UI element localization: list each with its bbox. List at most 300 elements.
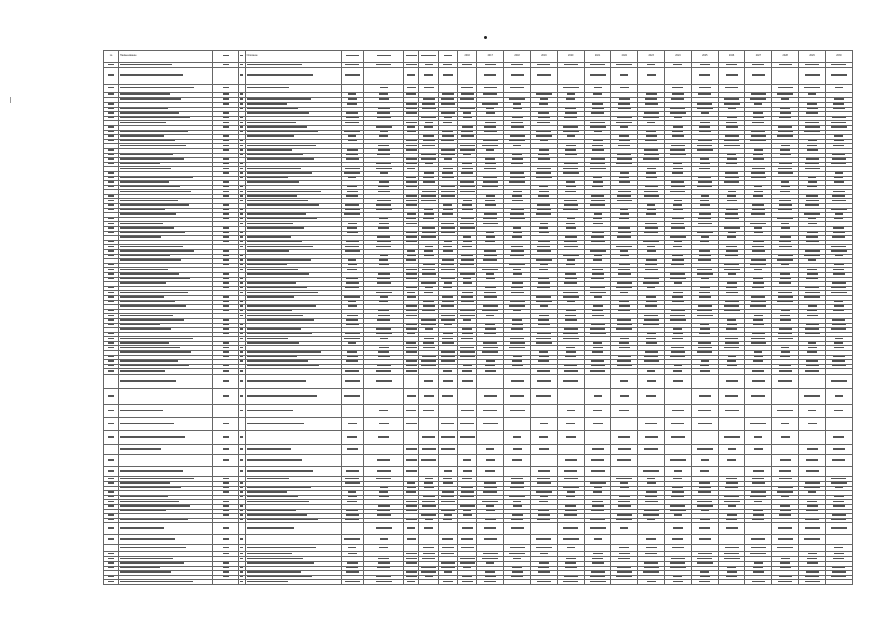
ink-mark xyxy=(108,576,114,577)
ink-mark xyxy=(377,278,390,279)
ink-mark xyxy=(344,338,360,339)
ink-mark xyxy=(240,496,243,497)
ink-mark xyxy=(616,246,632,247)
table-cell xyxy=(584,375,611,389)
ink-mark xyxy=(537,482,551,483)
table-cell xyxy=(772,375,799,389)
ink-mark xyxy=(778,126,792,127)
ink-mark xyxy=(425,576,433,577)
ink-mark xyxy=(833,505,845,506)
ink-mark xyxy=(377,470,391,471)
ink-mark xyxy=(247,527,294,528)
ink-mark xyxy=(805,126,820,127)
ink-mark xyxy=(699,168,710,169)
ink-mark xyxy=(674,514,682,515)
table-cell xyxy=(363,85,404,93)
ink-mark xyxy=(443,519,452,520)
ink-mark xyxy=(247,98,311,99)
ink-mark xyxy=(463,459,471,460)
ink-mark xyxy=(752,287,764,288)
ink-mark xyxy=(539,448,549,449)
ink-mark xyxy=(406,112,417,113)
ink-mark xyxy=(406,64,417,65)
ink-mark xyxy=(421,282,436,283)
ink-mark xyxy=(779,204,792,205)
ink-mark xyxy=(120,448,161,449)
ink-mark xyxy=(485,200,495,201)
ink-mark xyxy=(537,168,551,169)
ink-mark xyxy=(406,491,416,492)
ink-mark xyxy=(754,149,763,150)
ink-mark xyxy=(698,259,711,260)
ink-mark xyxy=(726,287,737,288)
table-cell xyxy=(119,455,213,467)
ink-mark xyxy=(699,296,711,297)
ink-mark xyxy=(751,172,765,173)
ink-mark xyxy=(513,505,522,506)
ink-mark xyxy=(805,292,820,293)
ink-mark xyxy=(670,236,686,237)
table-cell xyxy=(404,545,419,552)
ink-mark xyxy=(406,186,417,187)
ink-mark xyxy=(120,423,174,424)
ink-mark xyxy=(727,571,737,572)
ink-mark xyxy=(462,209,473,210)
ink-mark xyxy=(376,527,392,528)
ink-mark xyxy=(406,108,417,109)
table-cell xyxy=(799,389,826,405)
table-cell xyxy=(799,405,826,418)
ink-mark xyxy=(832,158,846,159)
table-cell xyxy=(611,580,638,585)
ink-mark xyxy=(670,510,686,511)
ink-mark xyxy=(108,347,114,348)
ink-mark xyxy=(460,436,475,437)
ink-mark xyxy=(646,135,657,136)
ink-mark xyxy=(247,259,311,260)
ink-mark xyxy=(345,64,359,65)
ink-mark xyxy=(240,581,243,582)
ink-mark xyxy=(108,356,114,357)
ink-mark xyxy=(406,365,417,366)
ink-mark xyxy=(833,273,845,274)
ink-mark xyxy=(120,482,170,483)
ink-mark xyxy=(645,140,657,141)
ink-mark xyxy=(462,333,473,334)
ink-mark xyxy=(781,423,789,424)
ink-mark xyxy=(644,562,658,563)
ink-mark xyxy=(619,342,629,343)
ink-mark xyxy=(752,333,765,334)
ink-mark xyxy=(564,117,577,118)
ink-mark xyxy=(617,200,632,201)
ink-mark xyxy=(590,576,605,577)
ink-mark xyxy=(833,356,845,357)
ink-mark xyxy=(751,395,765,396)
ink-mark xyxy=(120,269,168,270)
ink-mark xyxy=(345,287,359,288)
ink-mark xyxy=(701,459,709,460)
ink-mark xyxy=(671,423,684,424)
table-cell xyxy=(611,389,638,405)
ink-mark xyxy=(754,448,763,449)
table-row xyxy=(104,523,853,535)
ink-mark xyxy=(753,470,764,471)
ink-mark xyxy=(240,324,243,325)
ink-mark xyxy=(831,527,847,528)
table-cell xyxy=(611,68,638,85)
table-cell xyxy=(363,389,404,405)
ink-mark xyxy=(673,126,683,127)
ink-mark xyxy=(806,510,818,511)
ink-mark xyxy=(441,191,456,192)
table-cell xyxy=(458,85,477,93)
ink-mark xyxy=(833,191,845,192)
ink-mark xyxy=(777,301,793,302)
ink-mark xyxy=(538,278,549,279)
ink-mark xyxy=(486,108,494,109)
ink-mark xyxy=(240,315,243,316)
ink-mark xyxy=(120,186,180,187)
ink-mark xyxy=(223,356,229,357)
ink-mark xyxy=(347,227,357,228)
table-cell xyxy=(119,68,213,85)
ink-mark xyxy=(108,163,114,164)
ink-mark xyxy=(485,122,496,123)
ink-mark xyxy=(442,395,453,396)
ink-mark xyxy=(485,328,496,329)
ink-mark xyxy=(421,567,436,568)
ink-mark xyxy=(108,186,114,187)
ink-mark xyxy=(443,478,452,479)
ink-mark xyxy=(442,338,453,339)
ink-mark xyxy=(421,571,436,572)
ink-mark xyxy=(644,315,658,316)
ink-mark xyxy=(486,232,494,233)
ink-mark xyxy=(223,112,229,113)
table-cell xyxy=(477,445,504,455)
ink-mark xyxy=(348,342,356,343)
ink-mark xyxy=(460,562,475,563)
ink-mark xyxy=(108,135,114,136)
ink-mark xyxy=(441,553,454,554)
ink-mark xyxy=(513,191,522,192)
ink-mark xyxy=(441,562,456,563)
ink-mark xyxy=(223,181,229,182)
ink-mark xyxy=(725,213,738,214)
ink-mark xyxy=(618,103,630,104)
ink-mark xyxy=(645,264,657,265)
ink-mark xyxy=(406,122,417,123)
ink-mark xyxy=(422,501,435,502)
ink-mark xyxy=(807,145,817,146)
ink-mark xyxy=(345,246,359,247)
ink-mark xyxy=(407,292,415,293)
table-cell xyxy=(665,445,692,455)
ink-mark xyxy=(616,478,632,479)
ink-mark xyxy=(120,64,172,65)
table-cell xyxy=(718,535,745,545)
ink-mark xyxy=(120,342,169,343)
table-cell xyxy=(557,431,584,445)
ink-mark xyxy=(698,553,712,554)
ink-mark xyxy=(510,410,525,411)
ink-mark xyxy=(616,287,632,288)
ink-mark xyxy=(463,154,471,155)
ink-mark xyxy=(442,296,453,297)
table-cell xyxy=(477,467,504,477)
ink-mark xyxy=(108,177,114,178)
ink-mark xyxy=(120,131,188,132)
ink-mark xyxy=(379,218,388,219)
ink-mark xyxy=(567,93,575,94)
table-cell: 2021 xyxy=(584,51,611,63)
ink-mark xyxy=(645,305,657,306)
ink-mark xyxy=(486,278,495,279)
ink-mark xyxy=(460,227,475,228)
ink-mark xyxy=(808,347,817,348)
ink-mark xyxy=(346,112,358,113)
ink-mark xyxy=(831,287,846,288)
table-cell xyxy=(477,535,504,545)
ink-mark xyxy=(807,558,817,559)
ink-mark xyxy=(406,351,417,352)
ink-mark xyxy=(347,436,357,437)
ink-mark xyxy=(423,342,434,343)
ink-mark xyxy=(808,342,816,343)
ink-mark xyxy=(751,135,766,136)
ink-mark xyxy=(462,168,473,169)
table-cell xyxy=(419,445,438,455)
table-cell xyxy=(342,375,363,389)
table-cell: 2020 xyxy=(557,51,584,63)
ink-mark xyxy=(565,562,576,563)
ink-mark xyxy=(700,370,710,371)
ink-mark xyxy=(108,273,114,274)
ink-mark xyxy=(223,158,229,159)
ink-mark xyxy=(805,370,819,371)
ink-mark xyxy=(781,264,789,265)
ink-mark xyxy=(247,310,292,311)
ink-mark xyxy=(348,547,356,548)
ink-mark xyxy=(832,459,845,460)
ink-mark xyxy=(120,108,168,109)
ink-mark xyxy=(700,64,710,65)
ink-mark xyxy=(594,255,602,256)
ink-mark xyxy=(752,478,764,479)
ink-mark xyxy=(510,395,524,396)
ink-mark xyxy=(240,108,243,109)
ink-mark xyxy=(754,186,762,187)
ink-mark xyxy=(486,149,494,150)
ink-mark xyxy=(421,200,436,201)
ink-mark xyxy=(377,236,390,237)
ink-mark xyxy=(460,108,475,109)
ink-mark xyxy=(726,519,737,520)
ink-mark xyxy=(537,519,550,520)
ink-mark xyxy=(442,538,453,539)
ink-mark xyxy=(240,333,243,334)
ink-mark xyxy=(592,562,604,563)
ink-mark xyxy=(834,135,843,136)
ink-mark xyxy=(672,538,683,539)
table-cell xyxy=(404,375,419,389)
ink-mark xyxy=(462,292,473,293)
ink-mark xyxy=(831,576,846,577)
ink-mark xyxy=(406,470,417,471)
table-cell xyxy=(342,431,363,445)
ink-mark xyxy=(777,547,793,548)
ink-mark xyxy=(512,195,522,196)
ink-mark xyxy=(512,158,523,159)
ink-mark xyxy=(646,547,657,548)
ink-mark xyxy=(590,519,605,520)
ink-mark xyxy=(247,315,303,316)
table-cell xyxy=(119,545,213,552)
ink-mark xyxy=(831,380,847,381)
ink-mark xyxy=(726,478,737,479)
ink-mark xyxy=(240,218,243,219)
table-cell xyxy=(638,68,665,85)
ink-mark xyxy=(753,154,763,155)
table-cell xyxy=(557,455,584,467)
ink-mark xyxy=(647,519,655,520)
ink-mark xyxy=(344,172,360,173)
ink-mark xyxy=(247,191,321,192)
ink-mark xyxy=(724,227,740,228)
ink-mark xyxy=(805,168,820,169)
ink-mark xyxy=(617,459,631,460)
ink-mark xyxy=(407,527,415,528)
ink-mark xyxy=(379,347,389,348)
ink-mark xyxy=(108,181,114,182)
ink-mark xyxy=(406,315,417,316)
ink-mark xyxy=(647,250,656,251)
ink-mark xyxy=(646,213,656,214)
ink-mark xyxy=(643,470,659,471)
ink-mark xyxy=(647,64,655,65)
ink-mark xyxy=(833,310,844,311)
ink-mark xyxy=(699,487,711,488)
ink-mark xyxy=(223,527,229,528)
ink-mark xyxy=(247,227,304,228)
ink-mark xyxy=(441,103,455,104)
table-cell xyxy=(745,68,772,85)
ink-mark xyxy=(591,241,605,242)
ink-mark xyxy=(485,324,495,325)
ink-mark xyxy=(240,410,243,411)
ink-mark xyxy=(484,482,496,483)
table-cell xyxy=(438,68,457,85)
ink-mark xyxy=(240,567,243,568)
ink-mark xyxy=(699,255,711,256)
ink-mark xyxy=(422,505,436,506)
ink-mark xyxy=(670,356,685,357)
ink-mark xyxy=(423,264,435,265)
ink-mark xyxy=(670,319,686,320)
ink-mark xyxy=(724,305,739,306)
ink-mark xyxy=(406,328,417,329)
ink-mark xyxy=(223,98,229,99)
ink-mark xyxy=(422,108,436,109)
ink-mark xyxy=(511,287,523,288)
ink-mark xyxy=(406,562,417,563)
ink-mark xyxy=(619,140,630,141)
ink-mark xyxy=(566,351,576,352)
table-cell xyxy=(438,431,457,445)
ink-mark xyxy=(754,436,762,437)
table-cell xyxy=(772,405,799,418)
ink-mark xyxy=(806,459,818,460)
ink-mark xyxy=(619,553,630,554)
ink-mark xyxy=(832,360,845,361)
ink-mark xyxy=(108,459,114,460)
ink-mark xyxy=(513,273,522,274)
table-cell xyxy=(611,467,638,477)
table-cell xyxy=(691,455,718,467)
ink-mark xyxy=(539,562,549,563)
ink-mark xyxy=(348,496,357,497)
ink-mark xyxy=(108,478,114,479)
ink-mark xyxy=(422,448,436,449)
ink-mark xyxy=(108,310,114,311)
ink-mark xyxy=(380,172,388,173)
ink-mark xyxy=(512,459,522,460)
table-cell xyxy=(104,405,119,418)
ink-mark xyxy=(644,232,658,233)
ink-mark xyxy=(697,108,713,109)
ink-mark xyxy=(240,505,243,506)
table-cell xyxy=(718,545,745,552)
table-cell xyxy=(530,523,557,535)
ink-mark xyxy=(565,191,576,192)
ink-mark xyxy=(698,410,711,411)
table-cell xyxy=(718,431,745,445)
ink-mark xyxy=(697,145,712,146)
table-cell xyxy=(745,389,772,405)
ink-mark xyxy=(778,172,793,173)
table-cell xyxy=(799,85,826,93)
table-cell xyxy=(638,467,665,477)
ink-mark xyxy=(777,410,793,411)
ink-mark xyxy=(753,195,763,196)
ink-mark xyxy=(754,351,762,352)
ink-mark xyxy=(240,338,243,339)
ink-mark xyxy=(591,365,605,366)
table-cell xyxy=(213,535,239,545)
table-cell xyxy=(419,545,438,552)
ink-mark xyxy=(378,315,390,316)
ink-mark xyxy=(424,87,434,88)
ink-mark xyxy=(108,519,114,520)
ink-mark xyxy=(779,246,792,247)
ink-mark xyxy=(512,282,523,283)
ink-mark xyxy=(831,64,846,65)
ink-mark xyxy=(120,571,171,572)
ink-mark xyxy=(700,470,709,471)
ink-mark xyxy=(441,227,455,228)
ink-mark xyxy=(443,581,453,582)
ink-mark xyxy=(223,380,229,381)
ink-mark xyxy=(223,478,229,479)
ink-mark xyxy=(592,269,603,270)
ink-mark xyxy=(444,324,452,325)
table-cell xyxy=(404,580,419,585)
table-cell xyxy=(638,523,665,535)
table-cell xyxy=(104,389,119,405)
ink-mark xyxy=(620,395,629,396)
ink-mark xyxy=(831,328,846,329)
